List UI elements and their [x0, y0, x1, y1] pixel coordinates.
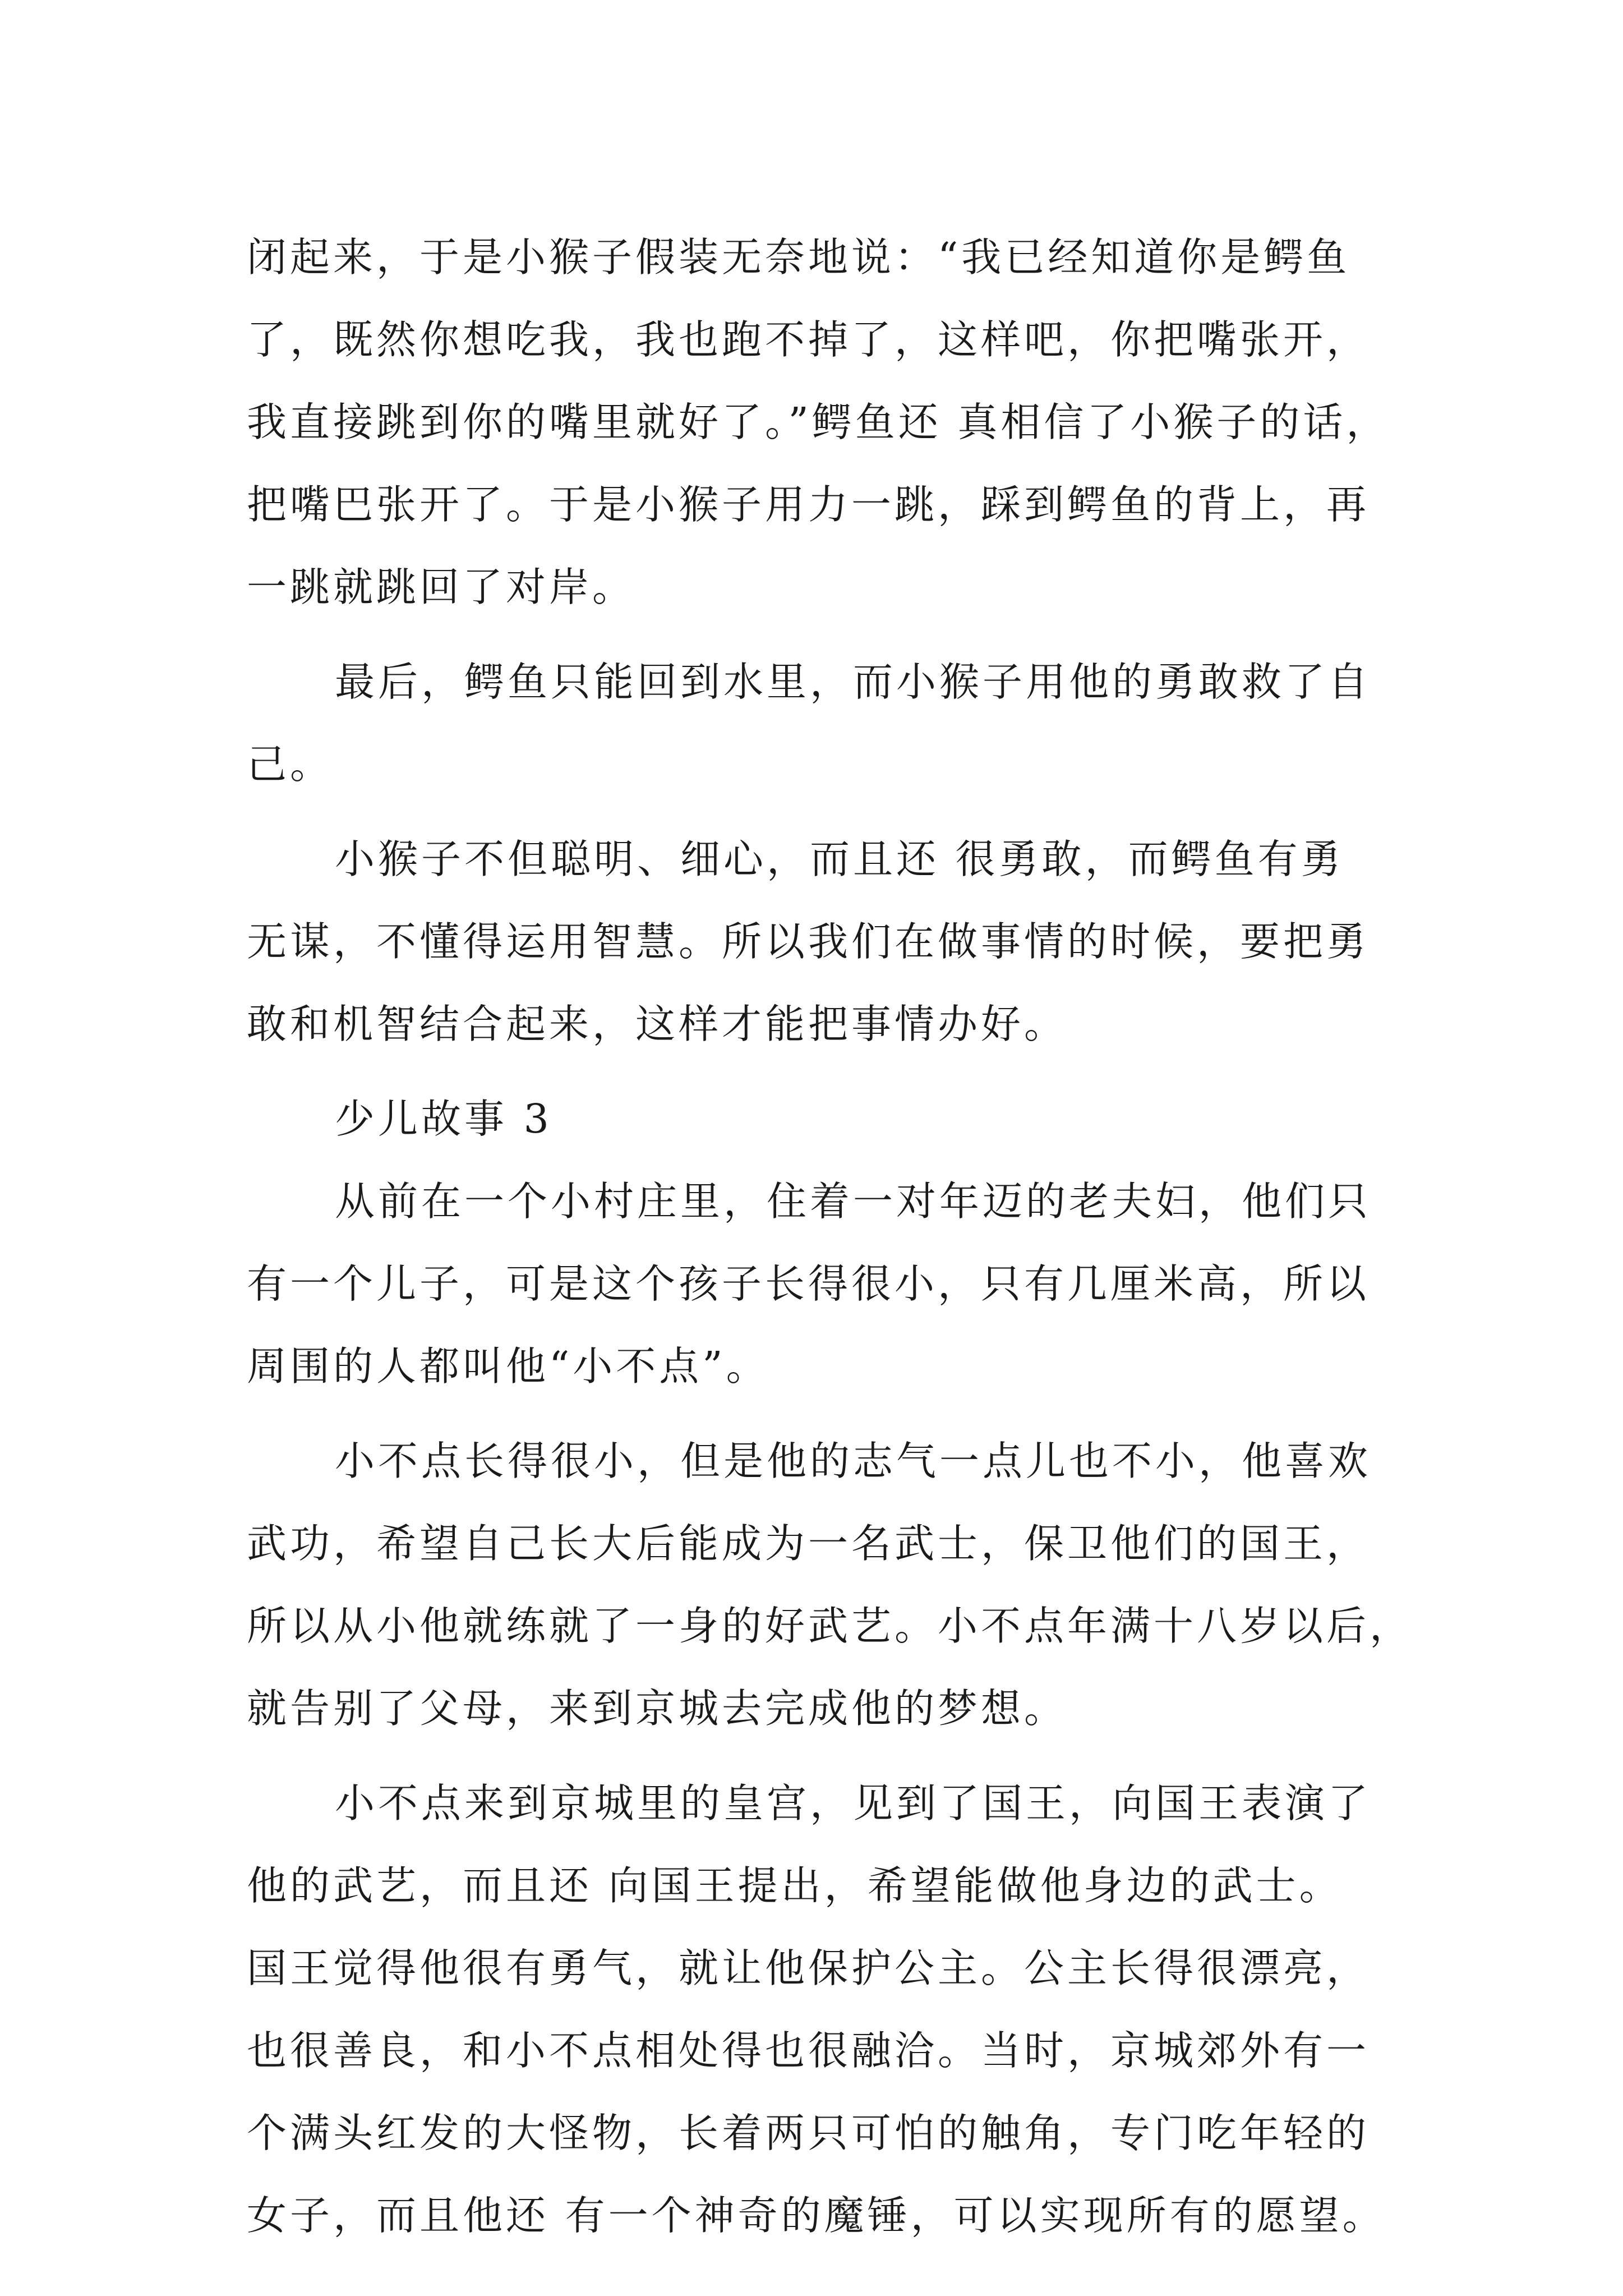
text-line: 小不点来到京城里的皇宫，见到了国王，向国王表演了 [335, 1780, 1372, 1826]
text-line: 最后，鳄鱼只能回到水里，而小猴子用他的勇敢救了自 [335, 659, 1372, 705]
document-body [247, 216, 1424, 2257]
text-line: 就告别了父母，来到京城去完成他的梦想。 [247, 1685, 1068, 1732]
text-line: 小猴子不但聪明、细心，而且还 很勇敢，而鳄鱼有勇 [335, 836, 1344, 882]
text-line: 把嘴巴张开了。于是小猴子用力一跳，踩到鳄鱼的背上，再 [247, 481, 1370, 528]
text-line: 了，既然你想吃我，我也跑不掉了，这样吧，你把嘴张开， [247, 316, 1370, 363]
text-line: 从前在一个小村庄里，住着一对年迈的老夫妇，他们只 [335, 1178, 1372, 1225]
text-line: 有一个儿子，可是这个孩子长得很小，只有几厘米高，所以 [247, 1260, 1370, 1307]
section-heading: 少儿故事 3 [335, 1096, 552, 1142]
text-line: 女子，而且他还 有一个神奇的魔锤，可以实现所有的愿望。 [247, 2192, 1386, 2239]
text-line: 无谋，不懂得运用智慧。所以我们在做事情的时候，要把勇 [247, 918, 1370, 965]
text-line: 武功，希望自己长大后能成为一名武士，保卫他们的国王， [247, 1520, 1370, 1567]
paragraph-story2-ending [247, 216, 1424, 628]
text-line: 也很善良，和小不点相处得也很融洽。当时，京城郊外有一 [247, 2027, 1370, 2074]
text-line: 一跳就跳回了对岸。 [247, 564, 636, 610]
text-line: 个满头红发的大怪物，长着两只可怕的触角，专门吃年轻的 [247, 2110, 1370, 2156]
text-line: 周围的人都叫他“小不点”。 [247, 1343, 769, 1389]
heading-story3 [247, 1078, 1424, 1160]
text-line: 国王觉得他很有勇气，就让他保护公主。公主长得很漂亮， [247, 1945, 1370, 1991]
text-line: 所以从小他就练就了一身的好武艺。小不点年满十八岁以后， [247, 1603, 1413, 1649]
text-line: 敢和机智结合起来，这样才能把事情办好。 [247, 1001, 1068, 1047]
text-line: 闭起来，于是小猴子假装无奈地说：“我已经知道你是鳄鱼 [247, 234, 1350, 280]
paragraph-story3-dream [247, 1420, 1424, 1750]
paragraph-story3-palace [247, 1762, 1424, 2257]
text-line: 小不点长得很小，但是他的志气一点儿也不小，他喜欢 [335, 1438, 1372, 1484]
paragraph-story3-intro [247, 1160, 1424, 1407]
paragraph-crocodile-returns [247, 641, 1424, 806]
text-line: 己。 [247, 741, 334, 788]
text-line: 他的武艺，而且还 向国王提出，希望能做他身边的武士。 [247, 1862, 1343, 1909]
paragraph-moral [247, 818, 1424, 1065]
text-line: 我直接跳到你的嘴里就好了。”鳄鱼还 真相信了小猴子的话， [247, 399, 1390, 445]
